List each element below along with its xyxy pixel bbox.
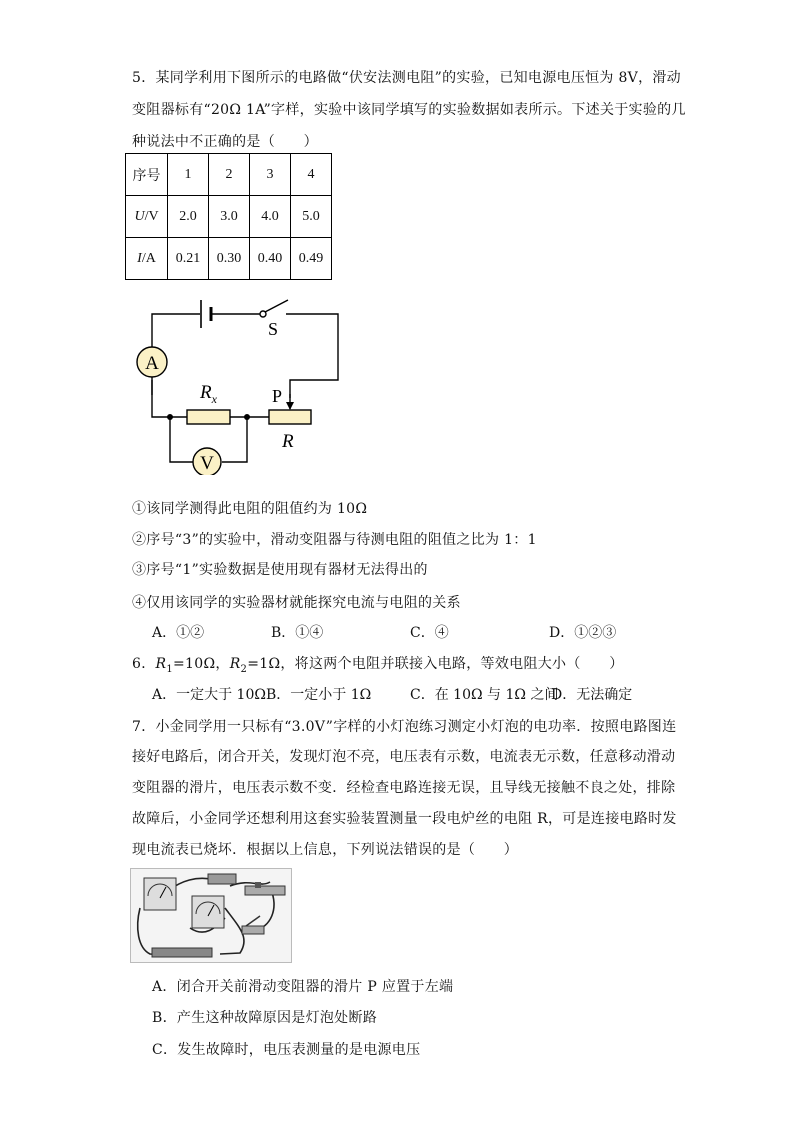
rheostat-slider xyxy=(255,882,261,888)
q5-option-d[interactable]: D．①②③ xyxy=(549,625,617,641)
slider-label: P xyxy=(272,386,283,406)
voltmeter-label: V xyxy=(200,453,214,474)
rheostat xyxy=(269,410,311,424)
q7-stem-line-5: 现电流表已烧坏．根据以上信息，下列说法错误的是（ ） xyxy=(132,842,519,858)
q5-stem-line-2: 变阻器标有“20Ω 1A”字样，实验中该同学填写的实验数据如表所示。下述关于实验的几 xyxy=(132,102,686,118)
q5-option-a[interactable]: A．①② xyxy=(152,625,205,641)
switch-label: S xyxy=(268,319,279,339)
rheostat-device xyxy=(245,886,285,895)
q7-stem-line-3: 变阻器的滑片，电压表示数不变．经检查电路连接无误，且导线无接触不良之处，排除 xyxy=(132,780,676,796)
r2-subscript: 2 xyxy=(240,663,248,675)
q6-option-d[interactable]: D．无法确定 xyxy=(551,687,633,703)
q5-statement-1: ①该同学测得此电阻的阻值约为 10Ω xyxy=(132,501,368,517)
q6-option-a[interactable]: A．一定大于 10Ω xyxy=(152,687,266,703)
table-cell: 0.49 xyxy=(291,238,332,280)
r1-subscript: 1 xyxy=(166,663,174,675)
rx-resistor xyxy=(187,410,230,424)
q7-option-c[interactable]: C．发生故障时，电压表测量的是电源电压 xyxy=(152,1042,421,1058)
voltage-unit: /V xyxy=(144,208,159,224)
slider-arrow-head xyxy=(286,402,294,410)
q7-stem-line-1: 7．小金同学用一只标有“3.0V”字样的小灯泡练习测定小灯泡的电功率．按照电路图连 xyxy=(132,719,677,735)
table-header-cell: 3 xyxy=(250,154,291,196)
q5-statement-4: ④仅用该同学的实验器材就能探究电流与电阻的关系 xyxy=(132,595,461,611)
ammeter-label: A xyxy=(145,353,159,374)
r2-symbol: R xyxy=(229,656,241,672)
current-row-label xyxy=(126,238,168,280)
q6-number: 6． xyxy=(132,656,156,672)
q7-option-a[interactable]: A．闭合开关前滑动变阻器的滑片 P 应置于左端 xyxy=(152,979,454,995)
q5-stem-line-1: 5．某同学利用下图所示的电路做“伏安法测电阻”的实验，已知电源电压恒为 8V，滑动 xyxy=(132,70,681,86)
q5-statement-2: ②序号“3”的实验中，滑动变阻器与待测电阻的阻值之比为 1：1 xyxy=(132,532,537,548)
battery-box xyxy=(208,874,236,884)
q6-option-b[interactable]: B．一定小于 1Ω xyxy=(266,687,372,703)
voltmeter-device xyxy=(192,896,224,928)
table-header-cell: 序号 xyxy=(126,154,168,196)
q5-option-b[interactable]: B．①④ xyxy=(271,625,324,641)
table-header-cell: 1 xyxy=(168,154,209,196)
q5-data-table xyxy=(125,153,332,280)
table-row xyxy=(126,238,332,280)
junction-dot xyxy=(244,414,250,420)
table-cell: 5.0 xyxy=(291,196,332,238)
wire xyxy=(286,314,338,398)
q7-apparatus-photo xyxy=(130,868,292,963)
table-cell: 4.0 xyxy=(250,196,291,238)
r1-value: =10Ω， xyxy=(173,656,230,672)
rx-label xyxy=(199,382,218,406)
current-symbol: I xyxy=(137,250,142,266)
table-cell: 3.0 xyxy=(209,196,250,238)
rx-symbol: R xyxy=(200,382,212,403)
q6-option-c[interactable]: C．在 10Ω 与 1Ω 之间 xyxy=(410,687,559,703)
table-cell: 0.40 xyxy=(250,238,291,280)
switch-device xyxy=(242,926,264,934)
switch-blade xyxy=(265,300,288,312)
q5-circuit-diagram xyxy=(130,290,350,475)
q7-stem-line-4: 故障后，小金同学还想利用这套实验装置测量一段电炉丝的电阻 R，可是连接电路时发 xyxy=(132,811,677,827)
voltage-row-label xyxy=(126,196,168,238)
lamp-board xyxy=(152,948,212,957)
table-cell: 0.21 xyxy=(168,238,209,280)
ammeter-device xyxy=(144,878,176,910)
q5-statement-3: ③序号“1”实验数据是使用现有器材无法得出的 xyxy=(132,562,428,578)
q5-stem-line-3: 种说法中不正确的是（ ） xyxy=(132,134,318,150)
current-unit: /A xyxy=(141,250,156,266)
q6-stem-rest: =1Ω，将这两个电阻并联接入电路，等效电阻大小（ ） xyxy=(247,656,624,672)
q6-stem xyxy=(132,653,624,675)
voltage-symbol: U xyxy=(134,208,145,224)
table-row xyxy=(126,196,332,238)
table-cell: 2.0 xyxy=(168,196,209,238)
table-row xyxy=(126,154,332,196)
r1-symbol: R xyxy=(155,656,167,672)
table-header-cell: 2 xyxy=(209,154,250,196)
q5-option-c[interactable]: C．④ xyxy=(410,625,449,641)
rheostat-label: R xyxy=(282,431,294,452)
q7-stem-line-2: 接好电路后，闭合开关，发现灯泡不亮，电压表有示数，电流表无示数，任意移动滑动 xyxy=(132,749,676,765)
wire xyxy=(152,380,187,417)
q7-option-b[interactable]: B．产生这种故障原因是灯泡处断路 xyxy=(152,1010,378,1026)
table-header-cell: 4 xyxy=(291,154,332,196)
rx-subscript: x xyxy=(211,392,217,406)
junction-dot xyxy=(167,414,173,420)
table-cell: 0.30 xyxy=(209,238,250,280)
